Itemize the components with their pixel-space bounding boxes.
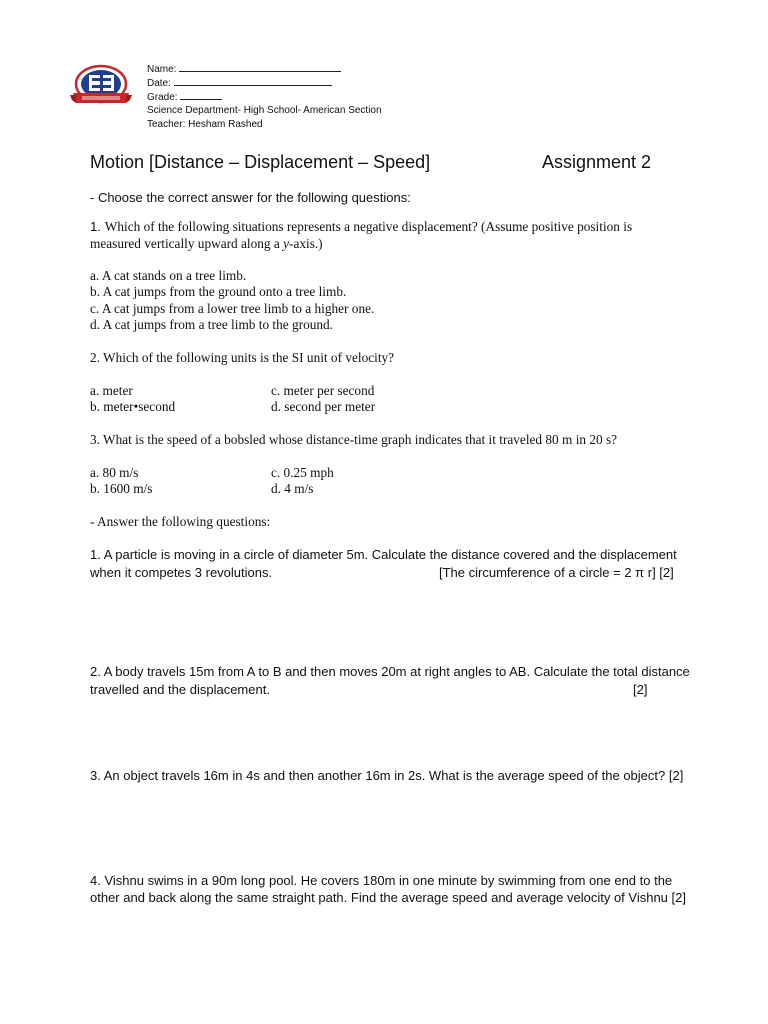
date-label: Date: (147, 78, 171, 89)
name-label: Name: (147, 64, 177, 75)
mcq-q1-option-a[interactable]: a. A cat stands on a tree limb. (90, 268, 247, 283)
name-blank[interactable] (179, 62, 341, 72)
written-instruction: - Answer the following questions: (90, 514, 271, 529)
written-q3-line1: 3. An object travels 16m in 4s and then another 16m in 2s. What is the average speed of the object? [2] (90, 768, 684, 783)
name-line (147, 62, 341, 77)
mcq-q3-option-c[interactable]: c. 0.25 mph (271, 465, 334, 480)
teacher-text: Teacher: Hesham Rashed (147, 119, 263, 130)
grade-blank[interactable] (180, 90, 222, 100)
mcq-q1-line1 (90, 219, 632, 235)
mcq-q1-line2 (90, 236, 323, 252)
mcq-q1-line2-post: -axis.) (289, 236, 323, 251)
mcq-q3-option-d[interactable]: d. 4 m/s (271, 481, 314, 496)
assignment-number: Assignment 2 (542, 152, 652, 172)
grade-label: Grade: (147, 92, 178, 103)
written-q2-marks: [2] (633, 682, 648, 697)
mcq-q2-option-a[interactable]: a. meter (90, 383, 133, 398)
written-q2-line2: travelled and the displacement. (90, 682, 270, 697)
mcq-instruction: - Choose the correct answer for the following questions: (90, 190, 411, 205)
mcq-q1-line2-pre: measured vertically upward along a (90, 236, 284, 251)
mcq-q3-text: 3. What is the speed of a bobsled whose distance-time graph indicates that it traveled 80 m in 20 s? (90, 432, 618, 447)
grade-line (147, 90, 222, 105)
written-q1-line2: when it competes 3 revolutions. (90, 565, 273, 580)
written-q4-line2: other and back along the same straight path. Find the average speed and average velocity of Vishnu [2] (90, 890, 686, 905)
mcq-q1-option-d[interactable]: d. A cat jumps from a tree limb to the ground. (90, 317, 333, 332)
page-title: Motion [Distance – Displacement – Speed] (90, 152, 431, 172)
date-blank[interactable] (174, 76, 332, 86)
mcq-q2-text: 2. Which of the following units is the SI unit of velocity? (90, 350, 395, 365)
mcq-q1-number: 1. (90, 219, 102, 234)
mcq-q1-text: Which of the following situations represents a negative displacement? (Assume positive position is (104, 219, 633, 234)
mcq-q1-option-b[interactable]: b. A cat jumps from the ground onto a tree limb. (90, 284, 347, 299)
written-q1-hint: [The circumference of a circle = 2 π r] [2] (439, 565, 674, 580)
mcq-q2-option-b[interactable]: b. meter•second (90, 399, 176, 414)
mcq-q2-option-c[interactable]: c. meter per second (271, 383, 375, 398)
written-q2-line1: 2. A body travels 15m from A to B and then moves 20m at right angles to AB. Calculate the total distance (90, 664, 690, 679)
mcq-q3-option-a[interactable]: a. 80 m/s (90, 465, 139, 480)
mcq-q1-option-c[interactable]: c. A cat jumps from a lower tree limb to a higher one. (90, 301, 375, 316)
school-logo-icon (70, 64, 132, 110)
mcq-q1-variable: y (283, 236, 290, 251)
written-q1-line1: 1. A particle is moving in a circle of diameter 5m. Calculate the distance covered and the displacement (90, 547, 677, 562)
department-text: Science Department- High School- American Section (147, 105, 382, 116)
date-line (147, 76, 332, 91)
mcq-q2-option-d[interactable]: d. second per meter (271, 399, 376, 414)
written-q4-line1: 4. Vishnu swims in a 90m long pool. He covers 180m in one minute by swimming from one end to the (90, 873, 673, 888)
mcq-q3-option-b[interactable]: b. 1600 m/s (90, 481, 153, 496)
